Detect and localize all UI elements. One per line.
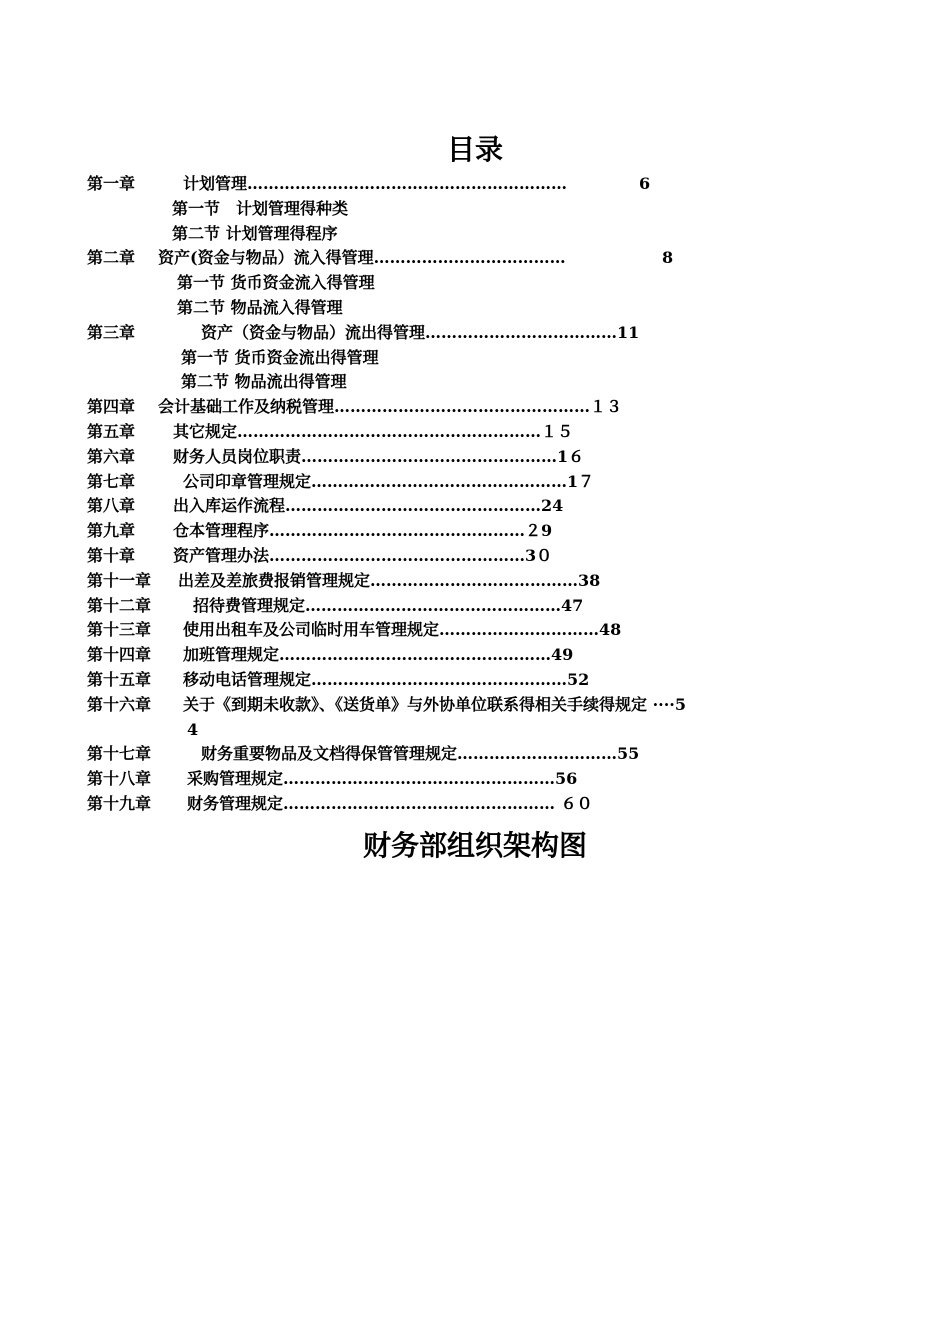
chapter-label: 第二章 [87, 248, 136, 268]
chapter-title: 加班管理规定……………………………………………49 [183, 645, 574, 665]
toc-entry-chapter-17 [0, 742, 950, 767]
chapter-title: 资产管理办法…………………………………………3０ [173, 545, 553, 565]
toc-entry-chapter-12 [0, 594, 950, 619]
toc-entry-section [0, 271, 950, 296]
chapter-label: 第十九章 [87, 793, 152, 813]
chapter-title: 其它规定…………………………………………………１５ [173, 421, 574, 441]
chapter-label: 第八章 [87, 496, 136, 516]
chapter-label: 第十五章 [87, 669, 152, 689]
chapter-title: 计划管理…………………………………………………… [183, 174, 568, 193]
section-title: 第一节 货币资金流出得管理 [181, 347, 379, 367]
toc-entry-chapter-15 [0, 668, 950, 693]
chapter-title: 出入库运作流程…………………………………………24 [173, 496, 564, 516]
chapter-title: 财务重要物品及文档得保管管理规定…………………………55 [201, 744, 640, 764]
chapter-title: 采购管理规定……………………………………………56 [187, 769, 578, 789]
chapter-title: 资产(资金与物品）流入得管理……………………………… [158, 248, 566, 268]
chapter-label: 第四章 [87, 397, 136, 417]
chapter-label: 第九章 [87, 521, 136, 541]
chapter-title: 公司印章管理规定…………………………………………1７ [183, 471, 595, 491]
toc-entry-chapter-4 [0, 395, 950, 420]
toc-entry-section [0, 197, 950, 222]
page-number: 6 [639, 174, 651, 193]
section-title: 第一节 计划管理得种类 [172, 198, 349, 218]
chapter-label: 第十六章 [87, 694, 152, 714]
chapter-label: 第七章 [87, 471, 136, 491]
chapter-label: 第十四章 [87, 645, 152, 665]
toc-entry-section [0, 370, 950, 395]
chapter-label: 第五章 [87, 421, 136, 441]
chapter-label: 第十三章 [87, 620, 152, 640]
toc-entry-chapter-10 [0, 544, 950, 569]
chapter-label: 第十七章 [87, 744, 152, 764]
toc-entry-chapter-11 [0, 569, 950, 594]
toc-entry-chapter-7 [0, 470, 950, 495]
toc-entry-chapter-3 [0, 321, 950, 346]
toc-entry-chapter-14 [0, 643, 950, 668]
toc-entry-chapter-16 [0, 693, 950, 718]
section-title: 第二节 物品流入得管理 [177, 297, 343, 317]
toc-entry-section [0, 296, 950, 321]
chapter-title: 财务管理规定…………………………………………… ６０ [187, 793, 593, 813]
org-chart-title: 财务部组织架构图 [362, 829, 587, 862]
section-title: 第二节 计划管理得程序 [172, 223, 338, 243]
chapter-label: 第十二章 [87, 595, 152, 615]
chapter-title: 资产（资金与物品）流出得管理………………………………11 [201, 322, 640, 342]
chapter-label: 第十章 [87, 545, 136, 565]
page-number-continued: 4 [187, 719, 199, 739]
chapter-title: 关于《到期未收款》、《送货单》与外协单位联系得相关手续得规定 ····5 [183, 694, 686, 714]
section-title: 第一节 货币资金流入得管理 [177, 273, 375, 293]
toc-entry-chapter-8 [0, 494, 950, 519]
toc-entry-chapter-19 [0, 792, 950, 817]
toc-entry-chapter-13 [0, 618, 950, 643]
toc-title: 目录 [446, 133, 503, 166]
section-title: 第二节 物品流出得管理 [181, 372, 347, 392]
chapter-label: 第十八章 [87, 769, 152, 789]
chapter-title: 招待费管理规定…………………………………………47 [193, 595, 584, 615]
toc-entry-chapter-18 [0, 767, 950, 792]
toc-entry-chapter-1 [0, 172, 950, 197]
toc-entry-chapter-9 [0, 519, 950, 544]
table-of-contents [0, 172, 950, 817]
chapter-label: 第六章 [87, 446, 136, 466]
chapter-label: 第一章 [87, 174, 136, 193]
toc-entry-section [0, 222, 950, 247]
chapter-title: 使用出租车及公司临时用车管理规定…………………………48 [183, 620, 622, 640]
toc-entry-chapter-2 [0, 246, 950, 271]
chapter-title: 移动电话管理规定…………………………………………52 [183, 669, 590, 689]
toc-entry-chapter-6 [0, 445, 950, 470]
toc-entry-section [0, 346, 950, 371]
chapter-title: 仓本管理程序…………………………………………２9 [173, 521, 553, 541]
toc-entry-chapter-5 [0, 420, 950, 445]
chapter-label: 第三章 [87, 322, 136, 342]
chapter-label: 第十一章 [87, 570, 152, 590]
page-number: 8 [662, 248, 674, 268]
toc-entry-chapter-16-continued [0, 718, 950, 743]
chapter-title: 财务人员岗位职责…………………………………………1６ [173, 446, 585, 466]
chapter-title: 出差及差旅费报销管理规定…………………………………38 [178, 570, 601, 590]
chapter-title: 会计基础工作及纳税管理…………………………………………１３ [158, 397, 623, 417]
